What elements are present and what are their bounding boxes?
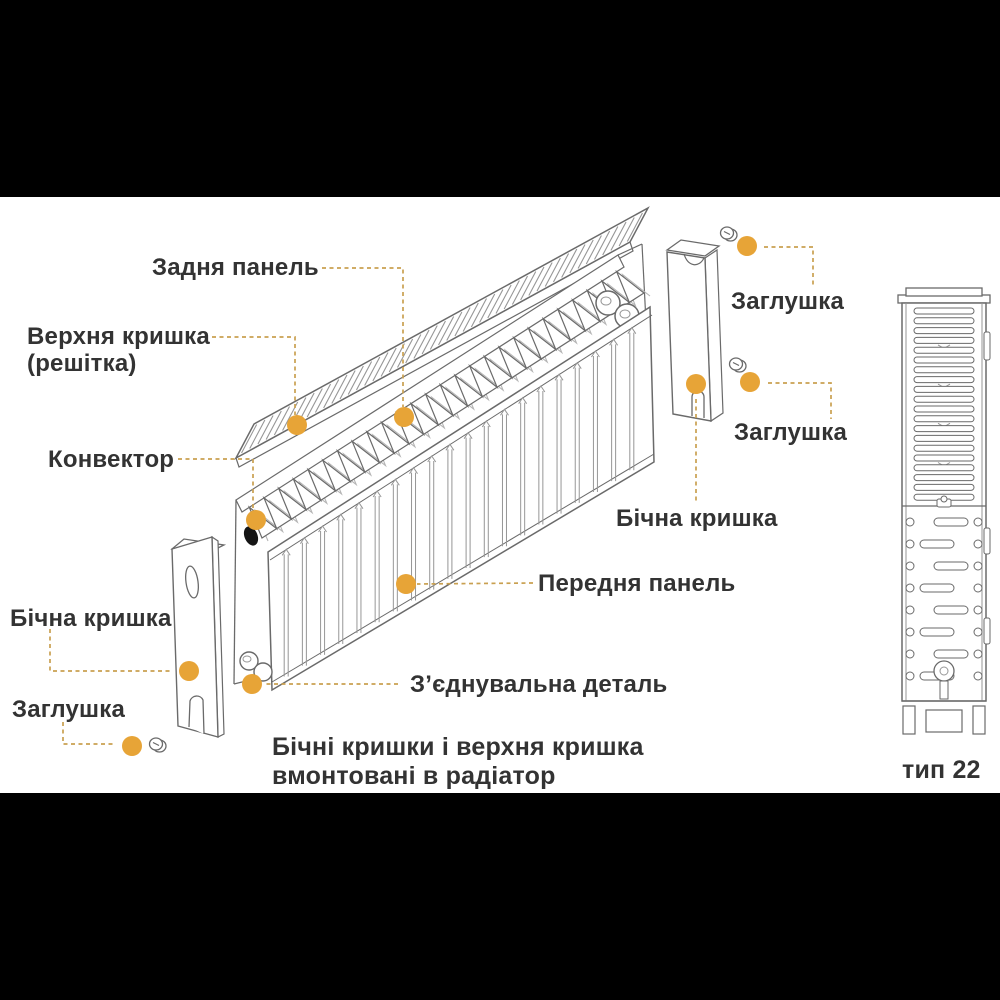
leader-plug-left — [63, 722, 116, 744]
callout-dot — [396, 574, 416, 594]
callout-dot — [287, 415, 307, 435]
label-plug-right-top: Заглушка — [731, 288, 845, 315]
label-side-cover-left: Бічна кришка — [10, 605, 172, 632]
callout-dot — [179, 661, 199, 681]
letterbox-top-bar — [0, 0, 1000, 197]
label-top-cover-line2: (решітка) — [27, 350, 137, 377]
section-view-drawing — [898, 288, 990, 734]
label-convector: Конвектор — [48, 446, 175, 473]
callout-dot — [740, 372, 760, 392]
label-top-cover — [27, 323, 210, 377]
leader-top-cover — [212, 337, 295, 415]
leader-plug-right-top — [764, 247, 813, 288]
label-top-cover-line1: Верхня кришка — [27, 323, 210, 350]
callout-dot — [686, 374, 706, 394]
leader-side-cover-left — [50, 629, 172, 671]
note-line2: вмонтовані в радіатор — [272, 762, 556, 790]
label-connecting-part: З’єднувальна деталь — [410, 671, 668, 698]
label-plug-right-bottom: Заглушка — [734, 419, 848, 446]
callout-dot — [394, 407, 414, 427]
label-back-panel: Задня панель — [152, 254, 319, 281]
label-front-panel: Передня панель — [538, 570, 736, 597]
side-cover-left-drawing — [172, 537, 224, 737]
callout-dot — [122, 736, 142, 756]
label-radiator-type: тип 22 — [902, 756, 981, 784]
note-mounted — [272, 733, 644, 791]
note-line1: Бічні кришки і верхня кришка — [272, 733, 644, 761]
callout-dot — [246, 510, 266, 530]
callout-dot — [242, 674, 262, 694]
leader-front-panel — [417, 583, 533, 584]
label-side-cover-right: Бічна кришка — [616, 505, 778, 532]
leader-plug-right-bottom — [768, 383, 831, 419]
letterbox-bottom-bar — [0, 793, 1000, 1000]
callout-dot — [737, 236, 757, 256]
label-plug-left: Заглушка — [12, 696, 126, 723]
